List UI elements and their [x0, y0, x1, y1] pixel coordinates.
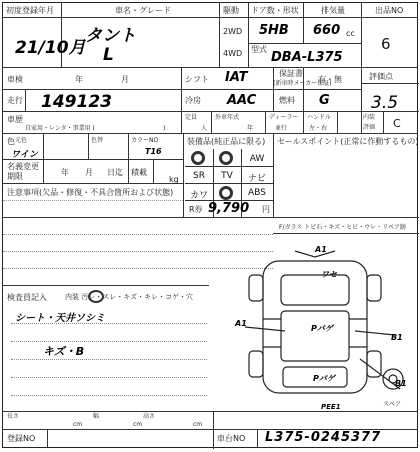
displacement-label: 排気量 [321, 6, 345, 15]
ac-value: AAC [227, 93, 257, 108]
ext-year-label: 外車年式 [215, 114, 240, 121]
color-no-label: カラーNO [131, 137, 159, 144]
doors-label: ドア数・形状 [251, 6, 299, 15]
equipment-abs: ABS [248, 188, 266, 198]
exhibit-no-label: 出品NO [375, 6, 404, 15]
equipment-tv: TV [221, 171, 233, 181]
color-no-value: T16 [145, 147, 162, 156]
model-value: DBA-L375 [271, 50, 343, 65]
ac-label: 冷房 [185, 96, 201, 105]
diagram-mark-a1-left: A1 [235, 319, 247, 328]
color-change-label: 色替 [91, 137, 104, 144]
loading-label: 積載 [131, 168, 147, 177]
history-close: ) [163, 125, 166, 132]
width-label: 幅 [93, 413, 100, 420]
equipment-check-mark-1 [191, 151, 205, 165]
fuel-value: G [319, 93, 330, 108]
displacement-value: 660 [313, 23, 341, 38]
equipment-aw: AW [249, 154, 265, 164]
inspection-label: 車検 [7, 75, 23, 84]
length-label: 長さ [7, 413, 20, 420]
diagram-mark-mid: Pパゲ [311, 324, 333, 333]
score-value: 3.5 [371, 93, 399, 113]
equipment-check-mark-2 [219, 151, 233, 165]
recycle-value: 9,790 [208, 201, 250, 216]
shift-label: シフト [185, 75, 209, 84]
inspector-title: 検査員記入 [7, 293, 47, 302]
capacity-unit: 人 [201, 125, 208, 132]
inspector-options: 内装 汚レ・スレ・キズ・キレ・コゲ・穴 [65, 293, 194, 301]
diagram-mark-front: ワセ [321, 270, 337, 279]
model-label: 型式 [251, 45, 267, 54]
diagram-mark-bottom: PEE1 [321, 403, 341, 411]
name-change-month: 月 [85, 168, 93, 177]
equipment-navi: ナビ [247, 174, 266, 184]
displacement-unit: cc [346, 29, 355, 38]
first-reg-label: 初度登録年月 [6, 6, 54, 15]
height-unit: cm [193, 421, 203, 428]
handle-label: ハンドル [307, 114, 332, 121]
inspection-year-label: 年 [75, 75, 83, 84]
grade-value: L [103, 45, 114, 65]
car-name-value: タント [85, 26, 136, 46]
score-label: 評価点 [369, 72, 393, 81]
shift-value: IAT [225, 70, 248, 85]
car-name-label: 車名・グレード [115, 6, 171, 15]
original-color-label: 元色 [15, 137, 28, 144]
ext-year-sub: 年 [247, 125, 254, 132]
history-sub: 自家用・レンタ・事業用 ( [25, 125, 95, 132]
color-value: ワイン [11, 150, 38, 160]
drive-2wd: 2WD [223, 27, 243, 36]
interior-sub: 評価 [363, 124, 376, 131]
warranty-label: 保証書 [279, 69, 303, 78]
mileage-value: 149123 [41, 92, 112, 112]
recycle-unit: 円 [262, 205, 270, 214]
mileage-label: 走行 [7, 96, 23, 105]
glass-line: F/ガラス トビ石・キズ・ヒビ・ウレ・リペア跡 [279, 224, 406, 231]
dealer-value: 並行 [275, 125, 288, 132]
drive-4wd: 4WD [223, 49, 243, 58]
name-change-day: 日迄 [107, 168, 123, 177]
name-change-label-2: 期限 [7, 172, 23, 181]
height-label: 高さ [143, 413, 156, 420]
equipment-check-mark-3 [219, 186, 233, 200]
diagram-mark-rear: Pパゲ [313, 374, 335, 383]
reg-no-label: 登録NO [7, 434, 36, 443]
doors-value: 5HB [259, 23, 289, 38]
inspector-note-2: キズ・B [43, 345, 85, 358]
spare-label: スペア [383, 401, 402, 408]
inspection-month-label: 月 [121, 75, 129, 84]
handle-value: 左・右 [309, 125, 328, 132]
loading-unit: kg [169, 175, 179, 184]
diagram-mark-b1-rear: B1 [395, 379, 407, 388]
name-change-year: 年 [61, 168, 69, 177]
recycle-label: R券 [189, 205, 203, 214]
inspector-note-1: シート・天井ソシミ [15, 313, 105, 324]
capacity-label: 定員 [185, 114, 198, 121]
stain-circle-mark [88, 290, 104, 303]
diagram-mark-b1-right: B1 [391, 333, 403, 342]
chassis-value: L375-0245377 [265, 430, 382, 445]
dealer-label: ディーラー [269, 114, 299, 121]
color-label: 色 [7, 137, 15, 146]
drive-label: 駆動 [223, 6, 239, 15]
notes-title: 注意事項(欠品・修復・不具合箇所および状態) [7, 188, 174, 197]
diagram-mark-a1-top: A1 [315, 245, 327, 254]
length-unit: cm [73, 421, 83, 428]
equipment-sr: SR [193, 171, 205, 181]
warranty-options: 有・無 [318, 75, 342, 84]
equipment-title: 装備品(純正品に限る) [187, 137, 266, 146]
auction-sheet [2, 2, 418, 448]
first-reg-value: 21/10月 [15, 38, 86, 58]
sales-point-title: セールスポイント(正常に作動するもの) [277, 137, 419, 146]
name-change-label: 名義変更 [7, 162, 39, 171]
width-unit: cm [133, 421, 143, 428]
history-label: 車歴 [7, 115, 23, 124]
exhibit-no-value: 6 [381, 35, 391, 53]
interior-label: 内装 [363, 114, 376, 121]
warranty-sub: (新車時メーカー保証) [273, 80, 332, 87]
equipment-leather: カワ [189, 191, 208, 201]
interior-value: C [393, 117, 401, 130]
chassis-label: 車台NO [217, 434, 246, 443]
fuel-label: 燃料 [279, 96, 295, 105]
